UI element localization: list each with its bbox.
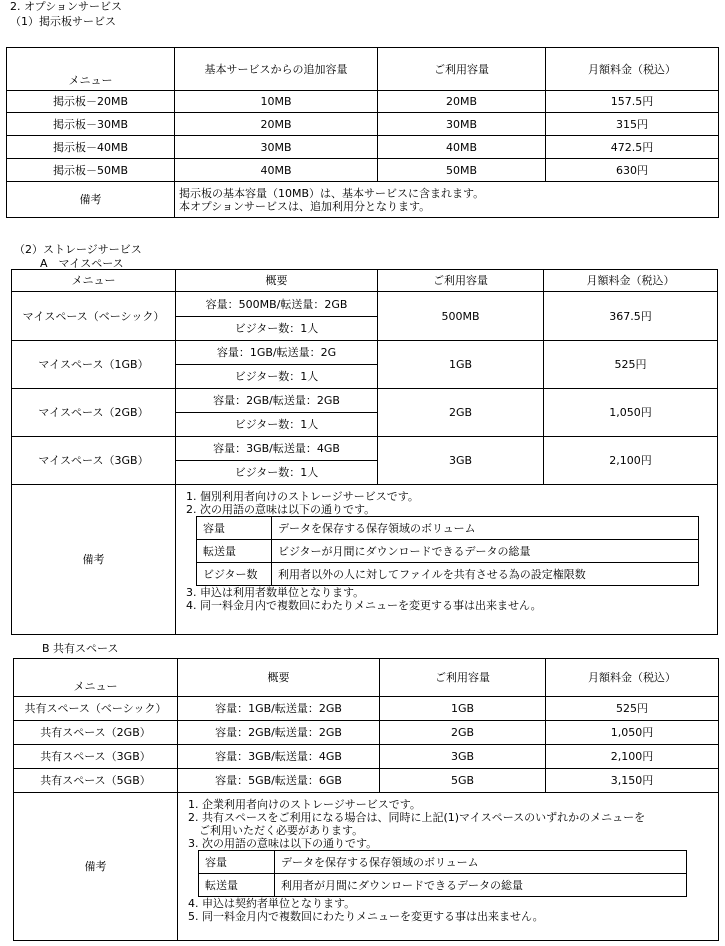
cell-price: 525円 <box>544 341 718 389</box>
table-header-row <box>12 270 718 292</box>
remarks-row <box>7 182 719 218</box>
cell-menu: マイスペース（ベーシック） <box>12 292 176 341</box>
cell-price: 2,100円 <box>546 745 719 769</box>
remarks-label: 備考 <box>7 182 175 218</box>
cell-menu: 掲示板－50MB <box>7 159 175 182</box>
term-row <box>197 540 699 563</box>
cell-spec: 容量：5GB/転送量：6GB <box>178 769 380 793</box>
cell-menu: 共有スペース（3GB） <box>14 745 178 769</box>
note-line: 1. 企業利用者向けのストレージサービスです。 <box>188 798 421 811</box>
cell-add: 30MB <box>175 136 378 159</box>
term: 転送量 <box>199 874 275 897</box>
col-header-price: 月額料金（税込） <box>544 270 718 292</box>
cell-visitors: ビジター数：1人 <box>176 461 378 485</box>
note-line: 2. 次の用語の意味は以下の通りです。 <box>186 503 376 516</box>
col-header-cap: ご利用容量 <box>380 659 546 697</box>
cell-spec: 容量：1GB/転送量：2GB <box>178 697 380 721</box>
term-row <box>199 851 687 874</box>
table-row <box>12 292 718 317</box>
cell-price: 525円 <box>546 697 719 721</box>
note-line: 2. 共有スペースをご利用になる場合は、同時に上記(1)マイスペースのいずれかのメニューを <box>188 811 646 824</box>
cell-add: 10MB <box>175 91 378 113</box>
note-line: 5. 同一料金月内で複数回にわたりメニューを変更する事は出来ません。 <box>188 910 544 923</box>
cell-price: 367.5円 <box>544 292 718 341</box>
cell-menu: マイスペース（1GB） <box>12 341 176 389</box>
cell-spec: 容量：3GB/転送量：4GB <box>176 437 378 461</box>
cell-menu: 共有スペース（2GB） <box>14 721 178 745</box>
term-def: ビジターが月間にダウンロードできるデータの総量 <box>272 540 699 563</box>
note-line: 3. 申込は利用者数単位となります。 <box>186 586 365 599</box>
term: 容量 <box>197 517 272 540</box>
cell-spec: 容量：2GB/転送量：2GB <box>178 721 380 745</box>
cell-price: 315円 <box>546 113 719 136</box>
myspace-table <box>11 269 718 635</box>
term-def: データを保存する保存領域のボリューム <box>272 517 699 540</box>
col-header-menu: メニュー <box>14 659 178 697</box>
col-header-summary: 概要 <box>176 270 378 292</box>
table-row <box>14 745 719 769</box>
col-header-menu: メニュー <box>7 48 175 91</box>
cell-cap: 1GB <box>380 697 546 721</box>
col-header-price: 月額料金（税込） <box>546 48 719 91</box>
shared-space-table <box>13 658 719 941</box>
cell-menu: 掲示板－30MB <box>7 113 175 136</box>
cell-add: 20MB <box>175 113 378 136</box>
note-line: ご利用いただく必要があります。 <box>188 824 364 837</box>
bbs-service-title: （1）掲示板サービス <box>10 15 116 28</box>
cell-visitors: ビジター数：1人 <box>176 413 378 437</box>
table-row <box>12 389 718 413</box>
remarks-label: 備考 <box>14 793 178 941</box>
cell-cap: 3GB <box>378 437 544 485</box>
remarks-line: 本オプションサービスは、追加利用分となります。 <box>179 199 431 213</box>
remarks-line: 掲示板の基本容量（10MB）は、基本サービスに含まれます。 <box>179 186 485 200</box>
myspace-title: A マイスペース <box>40 257 124 270</box>
storage-service-title: （2）ストレージサービス <box>14 243 142 256</box>
cell-menu: 掲示板－20MB <box>7 91 175 113</box>
term-row <box>197 563 699 586</box>
remarks-row <box>12 485 718 635</box>
cell-cap: 500MB <box>378 292 544 341</box>
term: 容量 <box>199 851 275 874</box>
term-def: 利用者が月間にダウンロードできるデータの総量 <box>275 874 687 897</box>
table-row <box>12 437 718 461</box>
col-header-add: 基本サービスからの追加容量 <box>175 48 378 91</box>
col-header-price: 月額料金（税込） <box>546 659 719 697</box>
col-header-cap: ご利用容量 <box>378 270 544 292</box>
table-row <box>14 769 719 793</box>
cell-price: 2,100円 <box>544 437 718 485</box>
cell-menu: マイスペース（2GB） <box>12 389 176 437</box>
remarks-cell <box>175 182 719 218</box>
cell-cap: 2GB <box>378 389 544 437</box>
cell-menu: 掲示板－40MB <box>7 136 175 159</box>
remarks-label: 備考 <box>12 485 176 635</box>
cell-price: 1,050円 <box>544 389 718 437</box>
cell-visitors: ビジター数：1人 <box>176 365 378 389</box>
table-header-row <box>14 659 719 697</box>
col-header-cap: ご利用容量 <box>378 48 546 91</box>
table-row <box>14 721 719 745</box>
cell-price: 157.5円 <box>546 91 719 113</box>
cell-cap: 30MB <box>378 113 546 136</box>
col-header-summary: 概要 <box>178 659 380 697</box>
cell-price: 1,050円 <box>546 721 719 745</box>
note-line: 1. 個別利用者向けのストレージサービスです。 <box>186 490 419 503</box>
cell-spec: 容量：1GB/転送量：2G <box>176 341 378 365</box>
cell-cap: 5GB <box>380 769 546 793</box>
note-line: 4. 同一料金月内で複数回にわたりメニューを変更する事は出来ません。 <box>186 599 542 612</box>
term: 転送量 <box>197 540 272 563</box>
table-row <box>12 341 718 365</box>
remarks-cell <box>176 485 718 635</box>
cell-menu: 共有スペース（5GB） <box>14 769 178 793</box>
cell-spec: 容量：500MB/転送量：2GB <box>176 292 378 317</box>
cell-menu: マイスペース（3GB） <box>12 437 176 485</box>
terms-table <box>196 516 699 586</box>
term-row <box>197 517 699 540</box>
cell-cap: 50MB <box>378 159 546 182</box>
table-row <box>7 136 719 159</box>
cell-spec: 容量：2GB/転送量：2GB <box>176 389 378 413</box>
note-line: 3. 次の用語の意味は以下の通りです。 <box>188 837 378 850</box>
table-header-row <box>7 48 719 91</box>
term-row <box>199 874 687 897</box>
table-row <box>7 159 719 182</box>
cell-cap: 2GB <box>380 721 546 745</box>
cell-cap: 3GB <box>380 745 546 769</box>
cell-add: 40MB <box>175 159 378 182</box>
shared-space-title: B 共有スペース <box>42 642 119 655</box>
table-row <box>7 113 719 136</box>
col-header-menu: メニュー <box>12 270 176 292</box>
cell-spec: 容量：3GB/転送量：4GB <box>178 745 380 769</box>
term: ビジター数 <box>197 563 272 586</box>
term-def: データを保存する保存領域のボリューム <box>275 851 687 874</box>
section-title: 2. オプションサービス <box>10 0 123 13</box>
cell-visitors: ビジター数：1人 <box>176 317 378 341</box>
cell-price: 3,150円 <box>546 769 719 793</box>
cell-cap: 1GB <box>378 341 544 389</box>
term-def: 利用者以外の人に対してファイルを共有させる為の設定権限数 <box>272 563 699 586</box>
cell-price: 630円 <box>546 159 719 182</box>
remarks-cell <box>178 793 719 941</box>
note-line: 4. 申込は契約者単位となります。 <box>188 897 356 910</box>
bbs-table <box>6 47 719 218</box>
remarks-row <box>14 793 719 941</box>
cell-menu: 共有スペース（ベーシック） <box>14 697 178 721</box>
table-row <box>14 697 719 721</box>
table-row <box>7 91 719 113</box>
cell-cap: 20MB <box>378 91 546 113</box>
cell-cap: 40MB <box>378 136 546 159</box>
terms-table <box>198 850 687 897</box>
cell-price: 472.5円 <box>546 136 719 159</box>
